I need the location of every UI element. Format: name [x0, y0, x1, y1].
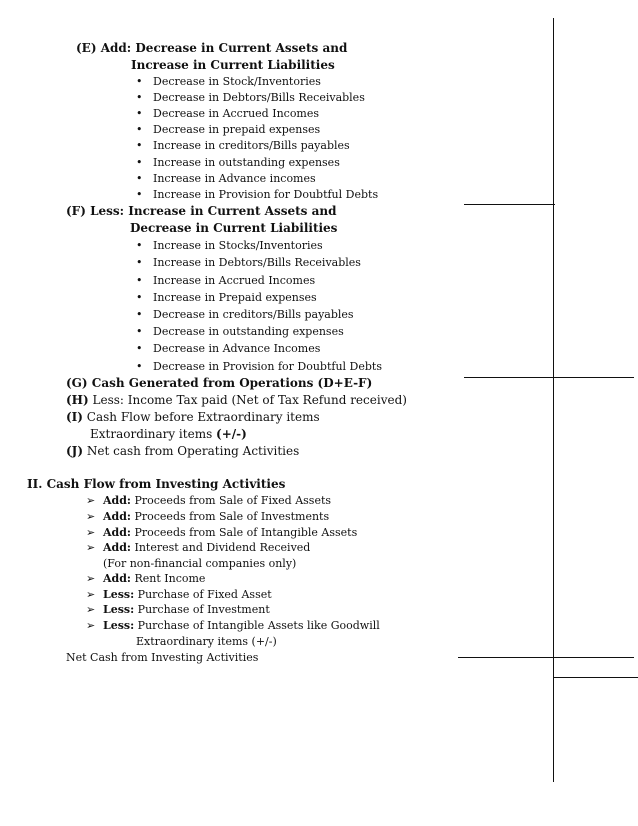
list-item	[103, 604, 270, 615]
item-text: Rent Income	[130, 572, 206, 585]
section-e-heading-line2: Increase in Current Liabilities	[131, 58, 335, 72]
section-i-extra-sign: (+/-)	[216, 427, 247, 441]
item-prefix: Add:	[103, 572, 131, 585]
item-text: Proceeds from Sale of Fixed Assets	[130, 494, 332, 507]
section-g-line: (G) Cash Generated from Operations (D+E-F)	[66, 376, 373, 390]
section-i-extra-text: Extraordinary items	[90, 427, 217, 441]
list-item: • Decrease in Debtors/Bills Receivables	[153, 92, 365, 103]
item-prefix: Less:	[103, 603, 135, 616]
total-rule-g	[464, 377, 634, 378]
list-item: • Increase in outstanding expenses	[153, 157, 340, 168]
item-text: Proceeds from Sale of Investments	[130, 510, 330, 523]
list-item	[103, 511, 329, 522]
list-item: • Increase in creditors/Bills payables	[153, 140, 350, 151]
investing-extraordinary: Extraordinary items (+/-)	[136, 635, 277, 648]
section-i-text: Cash Flow before Extraordinary items	[82, 410, 320, 424]
item-prefix: Less:	[103, 619, 135, 632]
item-prefix: Less:	[103, 588, 135, 601]
section-i-label: (I)	[66, 410, 83, 424]
section-f-heading-line1: Less: Increase in Current Assets and	[90, 204, 337, 218]
list-item: • Decrease in Stock/Inventories	[153, 76, 321, 87]
list-item	[103, 527, 357, 538]
item-text: Proceeds from Sale of Intangible Assets	[130, 526, 358, 539]
total-rule-e	[464, 204, 555, 205]
section-i-line	[66, 411, 320, 423]
item-prefix: Add:	[103, 526, 131, 539]
list-item: • Decrease in Accrued Incomes	[153, 108, 319, 119]
section-f-heading	[66, 205, 336, 217]
list-item	[103, 620, 380, 631]
list-item: • Decrease in prepaid expenses	[153, 124, 320, 135]
item-text: Purchase of Fixed Asset	[134, 588, 272, 601]
investing-net: Net Cash from Investing Activities	[66, 651, 259, 664]
section-j-label: (J)	[66, 444, 84, 458]
list-item: • Increase in Prepaid expenses	[153, 292, 317, 303]
list-item: • Decrease in creditors/Bills payables	[153, 309, 354, 320]
item-text: Purchase of Intangible Assets like Goodwill	[134, 619, 380, 632]
item-prefix: Add:	[103, 541, 131, 554]
item-text: Purchase of Investment	[134, 603, 270, 616]
list-item: • Increase in Debtors/Bills Receivables	[153, 257, 361, 268]
list-item: • Increase in Advance incomes	[153, 173, 316, 184]
list-item: • Decrease in outstanding expenses	[153, 326, 344, 337]
investing-note: (For non-financial companies only)	[103, 557, 297, 570]
section-j-line	[66, 445, 299, 457]
section-j-text: Net cash from Operating Activities	[83, 444, 300, 458]
list-item: • Decrease in Provision for Doubtful Debts	[153, 361, 382, 372]
amount-column-divider	[553, 18, 554, 782]
list-item	[103, 542, 310, 553]
section-i-extraordinary	[90, 428, 247, 440]
section-h-line	[66, 394, 407, 406]
section-e-heading-line1: Add: Decrease in Current Assets and	[100, 41, 348, 55]
section-f-label: (F)	[66, 204, 86, 218]
section-e-label: (E)	[76, 41, 97, 55]
total-rule-right	[553, 677, 638, 678]
total-rule-investing	[458, 657, 634, 658]
investing-heading: II. Cash Flow from Investing Activities	[27, 477, 286, 491]
list-item	[103, 495, 331, 506]
item-prefix: Add:	[103, 494, 131, 507]
section-e-heading	[76, 42, 347, 54]
item-text: Interest and Dividend Received	[130, 541, 311, 554]
list-item: • Decrease in Advance Incomes	[153, 343, 320, 354]
list-item: • Increase in Stocks/Inventories	[153, 240, 323, 251]
section-h-text: Less: Income Tax paid (Net of Tax Refund received)	[88, 393, 407, 407]
section-h-label: (H)	[66, 393, 89, 407]
item-prefix: Add:	[103, 510, 131, 523]
list-item	[103, 573, 205, 584]
list-item: • Increase in Accrued Incomes	[153, 275, 315, 286]
list-item	[103, 589, 272, 600]
list-item: • Increase in Provision for Doubtful Debts	[153, 189, 378, 200]
section-f-heading-line2: Decrease in Current Liabilities	[130, 221, 338, 235]
